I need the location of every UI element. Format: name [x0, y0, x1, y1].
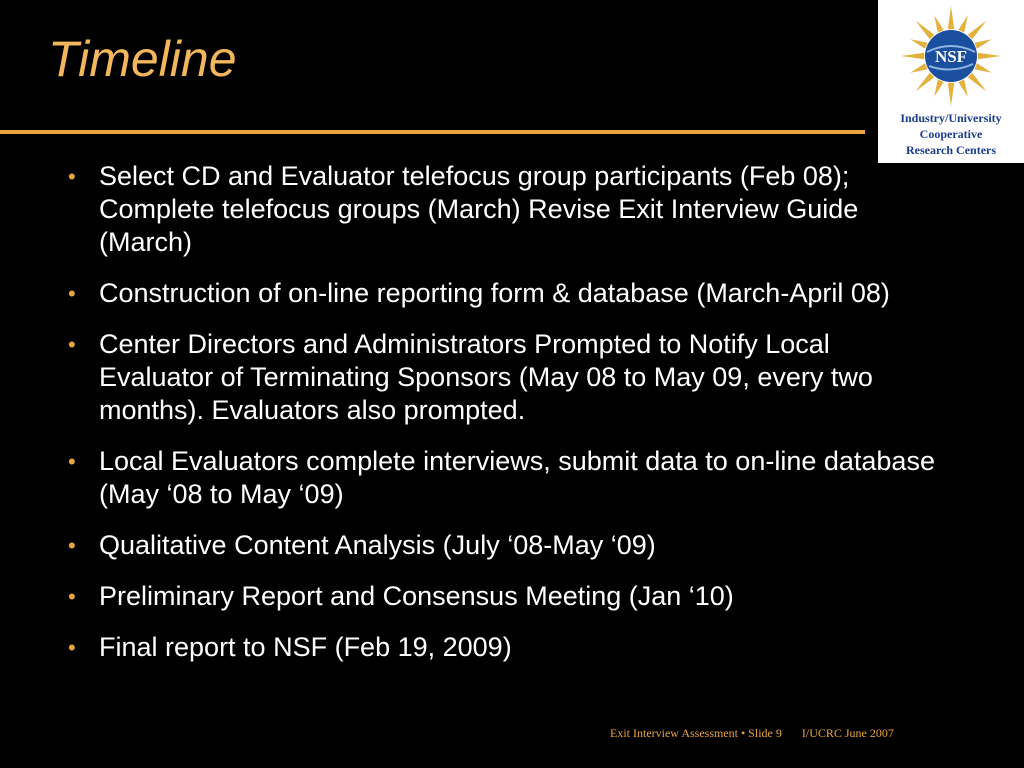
nsf-seal-ray	[975, 63, 992, 73]
slide-footer	[610, 726, 894, 741]
bullet-marker: •	[68, 281, 76, 306]
nsf-seal-ray	[958, 15, 968, 32]
list-item	[68, 631, 948, 664]
list-item	[68, 328, 948, 427]
bullet-marker: •	[68, 164, 76, 189]
bullet-text: Final report to NSF (Feb 19, 2009)	[99, 632, 512, 662]
nsf-seal-icon	[895, 2, 1007, 106]
logo-caption	[878, 110, 1024, 158]
footer-right: I/UCRC June 2007	[801, 726, 894, 740]
bullet-marker: •	[68, 635, 76, 660]
nsf-seal-text: NSF	[934, 47, 968, 66]
bullet-text: Preliminary Report and Consensus Meeting (Jan ‘10)	[99, 581, 734, 611]
list-item	[68, 160, 948, 259]
bullet-text: Construction of on-line reporting form & database (March-April 08)	[99, 278, 890, 308]
nsf-seal-ray	[975, 39, 992, 49]
nsf-seal-ray	[901, 53, 924, 59]
bullet-marker: •	[68, 533, 76, 558]
nsf-seal-ray	[968, 21, 987, 40]
bullet-text: Center Directors and Administrators Prompted to Notify Local Evaluator of Terminating Sponsors (May 08 to May 09, every two months). Evaluators also prompted.	[99, 329, 873, 425]
bullet-marker: •	[68, 449, 76, 474]
bullet-text: Local Evaluators complete interviews, submit data to on-line database (May ‘08 to May ‘09)	[99, 446, 935, 509]
nsf-seal-ray	[934, 15, 944, 32]
list-item	[68, 529, 948, 562]
nsf-seal-ray	[968, 73, 987, 92]
logo-caption-line-3: Research Centers	[905, 143, 997, 157]
title-divider	[0, 130, 865, 134]
slide-title: Timeline	[48, 31, 237, 87]
list-item	[68, 445, 948, 511]
nsf-seal-ray	[948, 6, 954, 29]
nsf-seal-ray	[910, 63, 927, 73]
list-item	[68, 580, 948, 613]
bullet-marker: •	[68, 332, 76, 357]
footer-left: Exit Interview Assessment • Slide 9	[610, 726, 782, 740]
list-item	[68, 277, 948, 310]
bullet-text: Select CD and Evaluator telefocus group participants (Feb 08); Complete telefocus groups (March) Revise Exit Interview Guide (March)	[99, 161, 859, 257]
nsf-seal-ray	[916, 21, 935, 40]
logo-caption-line-2: Cooperative	[919, 127, 983, 141]
bullet-text: Qualitative Content Analysis (July ‘08-May ‘09)	[99, 530, 656, 560]
nsf-seal-ray	[916, 73, 935, 92]
bullet-marker: •	[68, 584, 76, 609]
nsf-seal-ray	[934, 80, 944, 97]
nsf-seal-ray	[978, 53, 1001, 59]
bullet-list	[68, 160, 948, 682]
nsf-seal-ray	[910, 39, 927, 49]
nsf-seal-ray	[958, 80, 968, 97]
nsf-seal-ray	[948, 83, 954, 106]
nsf-logo	[878, 0, 1024, 163]
logo-caption-line-1: Industry/University	[900, 111, 1002, 125]
